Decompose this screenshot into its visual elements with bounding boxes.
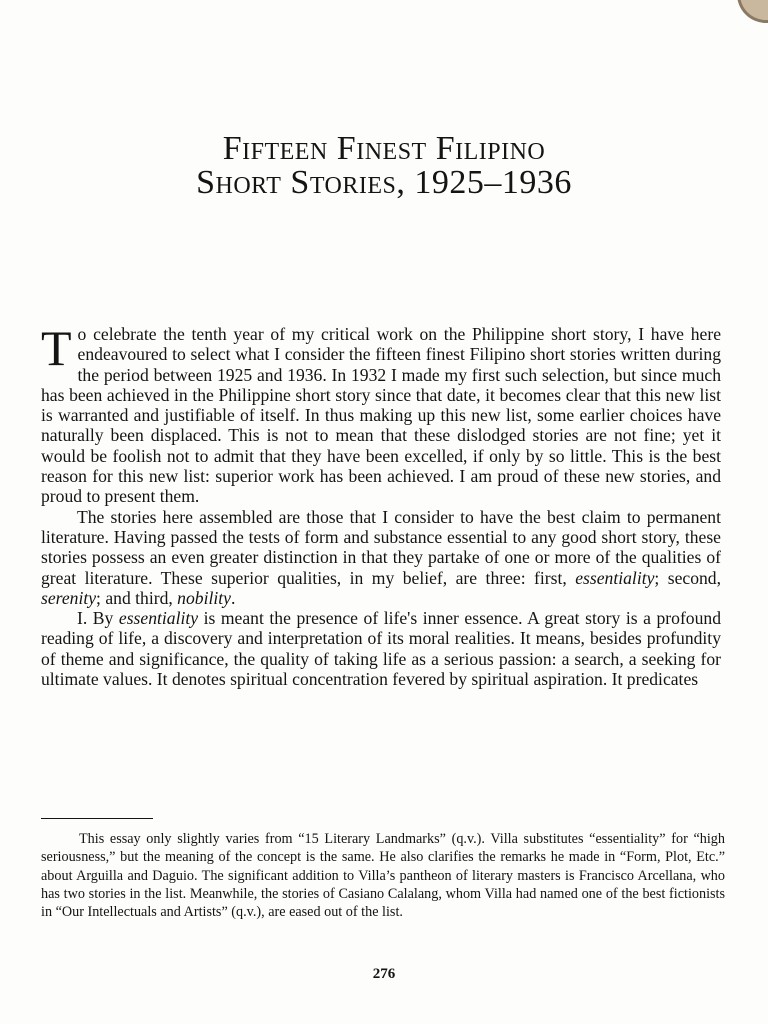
paragraph-3-text-b: is meant the presence of life's inner essence. A great story is a profound reading of life, a discovery and interpretation of its moral realities. It means, besides profundity of theme and significance, the quality of taking life as a serious passion: a search, a seeking for ultimate values. It denotes spiritual concentration fevered by spiritual aspiration. It predicates [41, 608, 721, 690]
term-nobility: nobility [177, 587, 231, 608]
footnote-rule [41, 818, 153, 819]
term-essentiality: essentiality [575, 567, 655, 588]
drop-cap: T [41, 320, 72, 376]
paragraph-2-text-c: ; and third, [96, 587, 178, 608]
paragraph-1-text: o celebrate the tenth year of my critical work on the Philippine short story, I have here endeavoured to select what I consider the fifteen finest Filipino short stories written during the period between 1925 and 1936. In 1932 I made my first such selection, but since much has been achieved in the Philippine short story since that date, it becomes clear that this new list is warranted and justifiable of itself. In thus making up this new list, some earlier choices have naturally been displaced. This is not to mean that these dislodged stories are not fine; yet it would be foolish not to admit that they have been excelled, if only by so little. This is the best reason for this new list: superior work has been achieved. I am proud of these new stories, and proud to present them. [41, 324, 721, 507]
footnote: This essay only slightly varies from “15 Literary Landmarks” (q.v.). Villa substitutes “essentiality” for “high seriousness,” but the meaning of the concept is the same. He also clarifies the remarks he made in “Form, Plot, Etc.” about Arguilla and Daguio. The significant addition to Villa’s pantheon of literary masters is Francisco Arcellana, who has two stories in the list. Meanwhile, the stories of Casiano Calalang, whom Villa had named one of the best fictionists in “Our Intellectuals and Artists” (q.v.), are eased out of the list. [41, 831, 725, 921]
essay-title-line-2: Short Stories, 1925–1936 [196, 164, 572, 201]
page-corner-decoration [737, 0, 768, 23]
paragraph-2 [41, 507, 721, 608]
paragraph-2-text-d: . [230, 587, 236, 608]
essay-title-line-1: Fifteen Finest Filipino [222, 130, 546, 167]
paragraph-2-text-b: ; second, [654, 567, 721, 588]
paragraph-2-text-a: The stories here assembled are those that I consider to have the best claim to permanent literature. Having passed the tests of form and substance essential to any good short story, these stories possess an even greater distinction in that they partake of one or more of the qualities of great literature. These superior qualities, in my belief, are three: first, [41, 506, 721, 588]
paragraph-1 [41, 320, 721, 507]
essay-body [41, 320, 721, 690]
paragraph-3 [41, 608, 721, 689]
paragraph-3-text-a: I. By [77, 608, 119, 629]
page-number: 276 [372, 966, 396, 982]
term-essentiality-2: essentiality [118, 608, 199, 629]
essay-title [0, 132, 768, 200]
term-serenity: serenity [41, 587, 97, 608]
